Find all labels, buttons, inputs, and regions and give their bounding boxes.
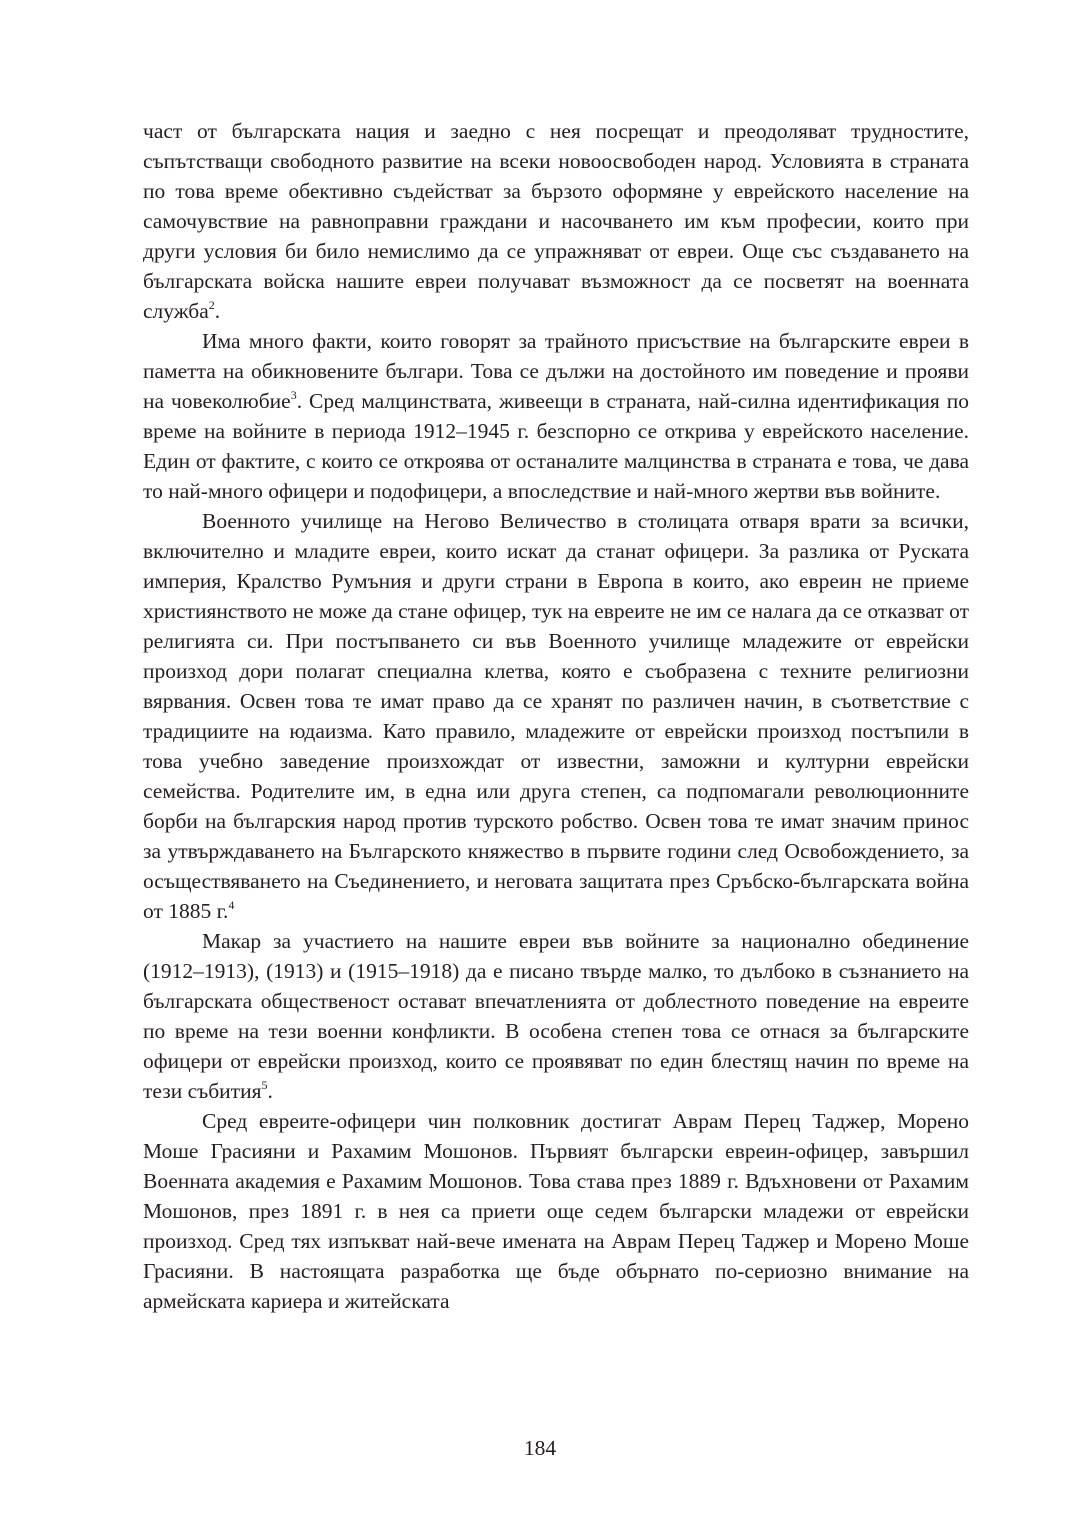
footnote-ref-5[interactable]: 5: [261, 1078, 268, 1092]
body-text: [143, 116, 969, 1316]
paragraph-4-tail: .: [267, 1079, 273, 1103]
paragraph-3: [143, 506, 969, 926]
paragraph-3-text: Военното училище на Негово Величество в столицата отваря врати за всички, включително и младите евреи, които искат да станат офицери. За разлика от Руската империя, Кралство Румъния и други страни в Европа в които, ако евреин не приеме християнството не може да стане офицер, тук на евреите не им се налага да се отказват от религията си. При постъпването си във Военното училище младежите от еврейски произход дори полагат специална клетва, която е съобразена с техните религиозни вярвания. Освен това те имат право да се хранят по различен начин, в съответствие с традициите на юдаизма. Като правило, младежите от еврейски произход постъпили в това учебно заведение произхождат от известни, заможни и културни еврейски семейства. Родителите им, в една или друга степен, са подпомагали революционните борби на българския народ против турското робство. Освен това те имат значим принос за утвърждаването на Българското княжество в първите години след Освобождението, за осъществяването на Съединението, и неговата защитата през Сръбско-българската война от 1885 г.: [143, 509, 969, 923]
paragraph-5-text: Сред евреите-офицери чин полковник достигат Аврам Перец Таджер, Морено Моше Грасияни и Рахамим Мошонов. Първият български евреин-офицер, завършил Военната академия е Рахамим Мошонов. Това става през 1889 г. Вдъхновени от Рахамим Мошонов, през 1891 г. в нея са приети още седем български младежи от еврейски произход. Сред тях изпъкват най-вече имената на Аврам Перец Таджер и Морено Моше Грасияни. В настоящата разработка ще бъде обърнато по-сериозно внимание на армейската кариера и житейската: [143, 1109, 969, 1313]
paragraph-1-tail: .: [214, 299, 221, 323]
paragraph-2-tail: . Сред малцинствата, живеещи в страната, най-силна идентификация по време на войните в периода 1912–1945 г. безспорно се открива у еврейското население. Един от фактите, с които се откроява от останалите малцинства в страната е това, че дава то най-много офицери и подофицери, а впоследствие и най-много жертви във войните.: [143, 389, 969, 503]
footnote-ref-4[interactable]: 4: [228, 898, 235, 912]
paragraph-2-text: Има много факти, които говорят за трайното присъствие на българските евреи в паметта на обикновените българи. Това се дължи на достойното им поведение и прояви на човеколюбие: [143, 329, 969, 413]
page-number: 184: [523, 1436, 557, 1460]
paragraph-1: [143, 116, 969, 326]
footnote-ref-3[interactable]: 3: [290, 388, 297, 402]
paragraph-2: [143, 326, 969, 506]
footnote-ref-2[interactable]: 2: [208, 298, 215, 312]
paragraph-1-text: част от българската нация и заедно с нея посрещат и преодоляват трудностите, съпътстващи свободното развитие на всеки новоосвободен народ. Условията в страната по това време обективно съдействат за бързото оформяне у еврейското население на самочувствие на равноправни граждани и насочването им към професии, които при други условия би било немислимо да се упражняват от евреи. Още със създаването на българската войска нашите евреи получават възможност да се посветят на военната служба: [143, 119, 969, 323]
paragraph-4: [143, 926, 969, 1106]
paragraph-4-text: Макар за участието на нашите евреи във войните за национално обединение (1912–1913), (1913) и (1915–1918) да е писано твърде малко, то дълбоко в съзнанието на българската общественост остават впечатленията от доблестното поведение на евреите по време на тези военни конфликти. В особена степен това се отнася за българските офицери от еврейски произход, които се проявяват по един блестящ начин по време на тези събития: [143, 929, 969, 1103]
paragraph-5: [143, 1106, 969, 1316]
